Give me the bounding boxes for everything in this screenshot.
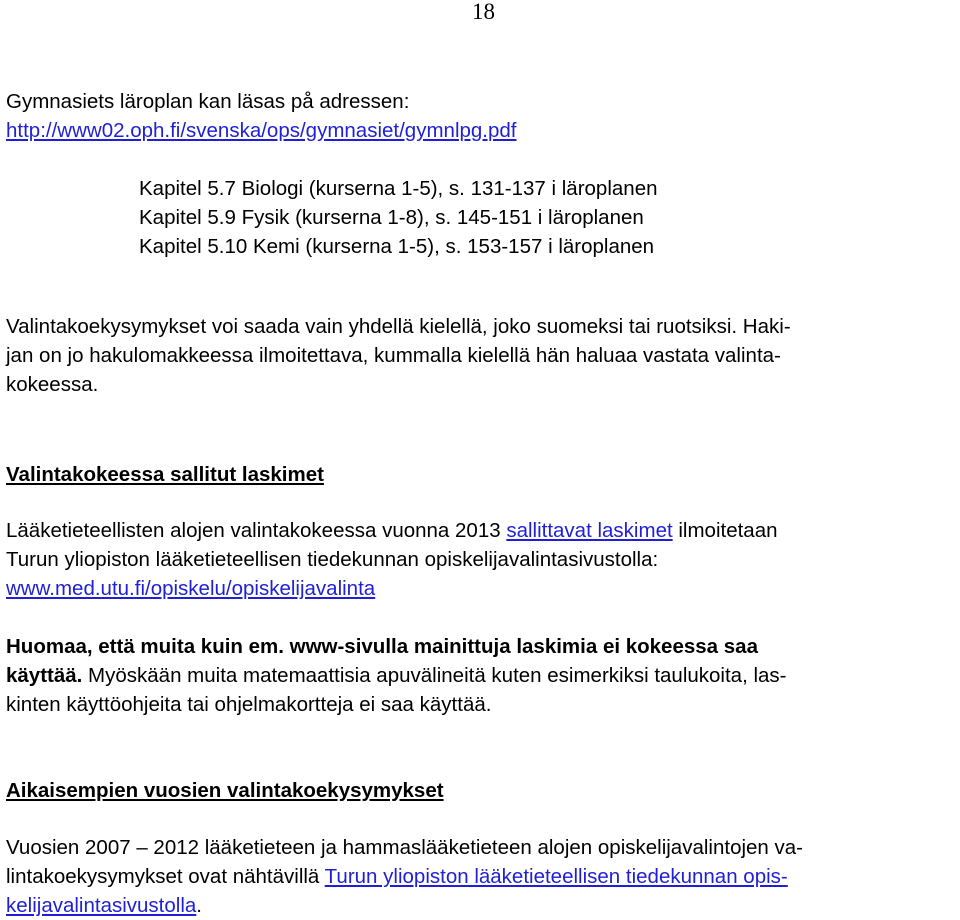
- calculators-paragraph: [6, 516, 954, 603]
- curriculum-link[interactable]: http://www02.oph.fi/svenska/ops/gymnasiet/gymnlpg.pdf: [6, 119, 517, 142]
- calculators-text-after: ilmoitetaan: [672, 519, 778, 542]
- gymnasium-intro-block: [6, 87, 954, 145]
- previous-years-text-before: lintakoekysymykset ovat nähtävillä: [6, 865, 325, 888]
- chapter-biology: Kapitel 5.7 Biologi (kurserna 1-5), s. 131-137 i läroplanen: [139, 177, 658, 200]
- page-number: 18: [472, 0, 495, 24]
- faculty-site-link-part-1[interactable]: Turun yliopiston lääketieteellisen tiedekunnan opis-: [324, 865, 788, 888]
- previous-years-period: .: [196, 894, 202, 917]
- language-line-1: Valintakoekysymykset voi saada vain yhdellä kielellä, joko suomeksi tai ruotsiksi. Haki-: [6, 315, 791, 338]
- language-line-3: kokeessa.: [6, 373, 99, 396]
- chapter-list: [139, 174, 954, 261]
- admissions-site-link[interactable]: www.med.utu.fi/opiskelu/opiskelijavalinta: [6, 577, 376, 600]
- previous-years-line-3: [6, 891, 954, 920]
- calculators-text-before: Lääketieteellisten alojen valintakokeessa vuonna 2013: [6, 519, 507, 542]
- calculators-line-1: [6, 516, 954, 545]
- chapter-chemistry: Kapitel 5.10 Kemi (kurserna 1-5), s. 153-157 i läroplanen: [139, 235, 655, 258]
- note-rest-line-2: Myöskään muita matemaattisia apuvälineitä kuten esimerkiksi taulukoita, las-: [82, 664, 787, 687]
- note-line-2: [6, 661, 954, 690]
- allowed-calculators-link[interactable]: sallittavat laskimet: [506, 519, 673, 542]
- language-paragraph: [6, 312, 954, 399]
- note-line-3: kinten käyttöohjeita tai ohjelmakortteja ei saa käyttää.: [6, 693, 492, 716]
- language-line-2: jan on jo hakulomakkeessa ilmoitettava, kummalla kielellä hän haluaa vastata valinta-: [6, 344, 781, 367]
- previous-years-heading: Aikaisempien vuosien valintakoekysymykset: [6, 779, 444, 802]
- chapter-physics: Kapitel 5.9 Fysik (kurserna 1-8), s. 145-151 i läroplanen: [139, 206, 644, 229]
- calculators-heading: Valintakokeessa sallitut laskimet: [6, 463, 324, 486]
- note-bold-line-1: Huomaa, että muita kuin em. www-sivulla mainittuja laskimia ei kokeessa saa: [6, 635, 758, 658]
- calculators-line-2: Turun yliopiston lääketieteellisen tiedekunnan opiskelijavalintasivustolla:: [6, 548, 659, 571]
- gymnasium-intro-text: Gymnasiets läroplan kan läsas på adressen:: [6, 90, 410, 113]
- faculty-site-link-part-2[interactable]: kelijavalintasivustolla: [6, 894, 197, 917]
- previous-years-line-2: [6, 862, 954, 891]
- note-bold-line-2: käyttää.: [6, 664, 83, 687]
- previous-years-line-1: Vuosien 2007 – 2012 lääketieteen ja hammaslääketieteen alojen opiskelijavalintojen va-: [6, 836, 803, 859]
- previous-years-paragraph: [6, 833, 954, 920]
- note-paragraph: [6, 632, 954, 719]
